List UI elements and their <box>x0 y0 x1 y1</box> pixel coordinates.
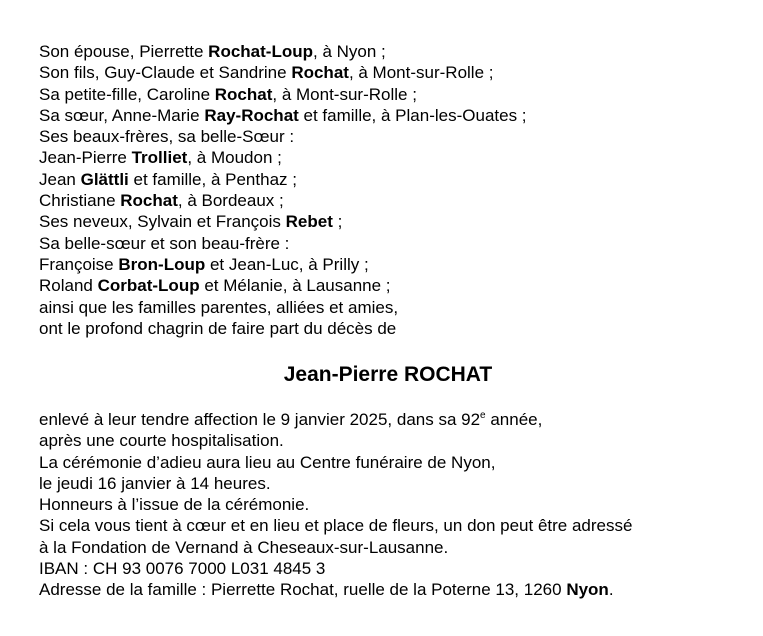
details-line-honours: Honneurs à l’issue de la cérémonie. <box>39 495 310 515</box>
family-line-corbat-loup: Roland Corbat-Loup et Mélanie, à Lausanne ; <box>39 276 391 296</box>
details-line-hospitalisation: après une courte hospitalisation. <box>39 431 284 451</box>
family-line-christiane: Christiane Rochat, à Bordeaux ; <box>39 191 284 211</box>
family-line-spouse: Son épouse, Pierrette Rochat-Loup, à Nyon ; <box>39 42 386 61</box>
family-announcement <box>39 41 739 339</box>
details-line-ceremony-date: le jeudi 16 janvier à 14 heures. <box>39 473 271 493</box>
details-line-donation: Si cela vous tient à cœur et en lieu et place de fleurs, un don peut être adressé <box>39 516 633 536</box>
deceased-name: Jean-Pierre ROCHAT <box>283 363 493 386</box>
family-line-granddaughter: Sa petite-fille, Caroline Rochat, à Mont-sur-Rolle ; <box>39 84 417 104</box>
family-line-nephews: Ses neveux, Sylvain et François Rebet ; <box>39 212 343 232</box>
details-line-ceremony-place: La cérémonie d’adieu aura lieu au Centre funéraire de Nyon, <box>39 452 496 472</box>
family-line-announcement: ont le profond chagrin de faire part du décès de <box>39 318 397 338</box>
details-line-iban: IBAN : CH 93 0076 7000 L031 4845 3 <box>39 559 326 579</box>
family-line-trolliet: Jean-Pierre Trolliet, à Moudon ; <box>39 148 282 168</box>
ceremony-details <box>39 409 739 601</box>
family-line-relatives: ainsi que les familles parentes, alliées et amies, <box>39 297 399 317</box>
details-line-foundation: à la Fondation de Vernand à Cheseaux-sur-Lausanne. <box>39 537 449 557</box>
family-line-in-laws-heading: Ses beaux-frères, sa belle-Sœur : <box>39 127 295 147</box>
details-line-family-address: Adresse de la famille : Pierrette Rochat, ruelle de la Poterne 13, 1260 Nyon. <box>39 580 614 600</box>
family-line-bron-loup: Françoise Bron-Loup et Jean-Luc, à Prilly ; <box>39 254 369 274</box>
family-line-sister: Sa sœur, Anne-Marie Ray-Rochat et famille, à Plan-les-Ouates ; <box>39 105 527 125</box>
details-line-passing: enlevé à leur tendre affection le 9 janvier 2025, dans sa 92e année, <box>39 410 543 429</box>
family-line-sister-brother-in-law-heading: Sa belle-sœur et son beau-frère : <box>39 233 290 253</box>
family-line-son: Son fils, Guy-Claude et Sandrine Rochat, à Mont-sur-Rolle ; <box>39 63 494 83</box>
family-line-glattli: Jean Glättli et famille, à Penthaz ; <box>39 169 297 189</box>
